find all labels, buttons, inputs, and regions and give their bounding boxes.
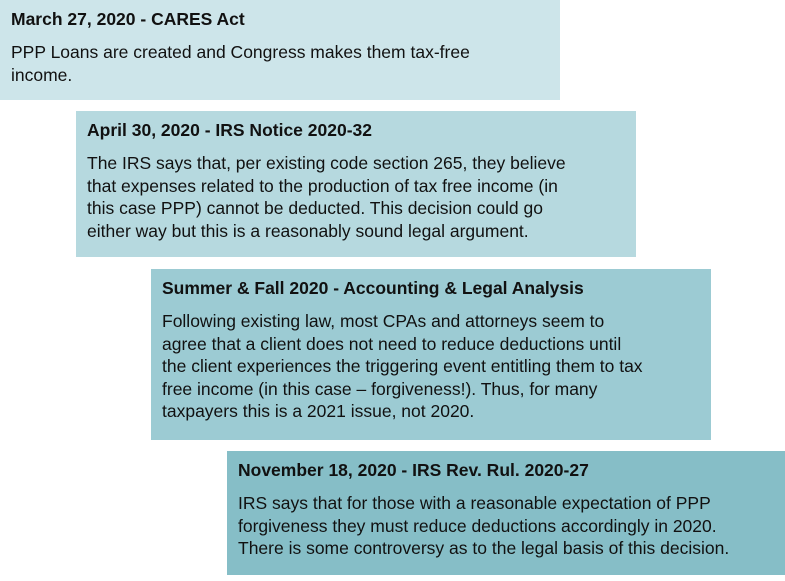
timeline-card-irs-notice [76, 111, 636, 257]
card-title: March 27, 2020 - CARES Act [11, 9, 245, 29]
card-body: PPP Loans are created and Congress makes them tax-free income. [11, 42, 470, 85]
timeline-card-rev-rul [227, 451, 785, 575]
timeline-card-cares-act [0, 0, 560, 100]
card-body: Following existing law, most CPAs and attorneys seem to agree that a client does not need to reduce deductions until the client experiences the triggering event entitling them to tax free income (in this case – forgiveness!). Thus, for many taxpayers this is a 2021 issue, not 2020. [162, 311, 643, 421]
card-title: April 30, 2020 - IRS Notice 2020-32 [87, 120, 372, 140]
card-body: IRS says that for those with a reasonable expectation of PPP forgiveness they must reduce deductions accordingly in 2020. There is some controversy as to the legal basis of this decision. [238, 493, 730, 558]
card-body: The IRS says that, per existing code section 265, they believe that expenses related to the production of tax free income (in this case PPP) cannot be deducted. This decision could go either way but this is a reasonably sound legal argument. [87, 153, 566, 241]
timeline-card-analysis [151, 269, 711, 440]
card-title: Summer & Fall 2020 - Accounting & Legal Analysis [162, 278, 584, 298]
card-title: November 18, 2020 - IRS Rev. Rul. 2020-27 [238, 460, 589, 480]
